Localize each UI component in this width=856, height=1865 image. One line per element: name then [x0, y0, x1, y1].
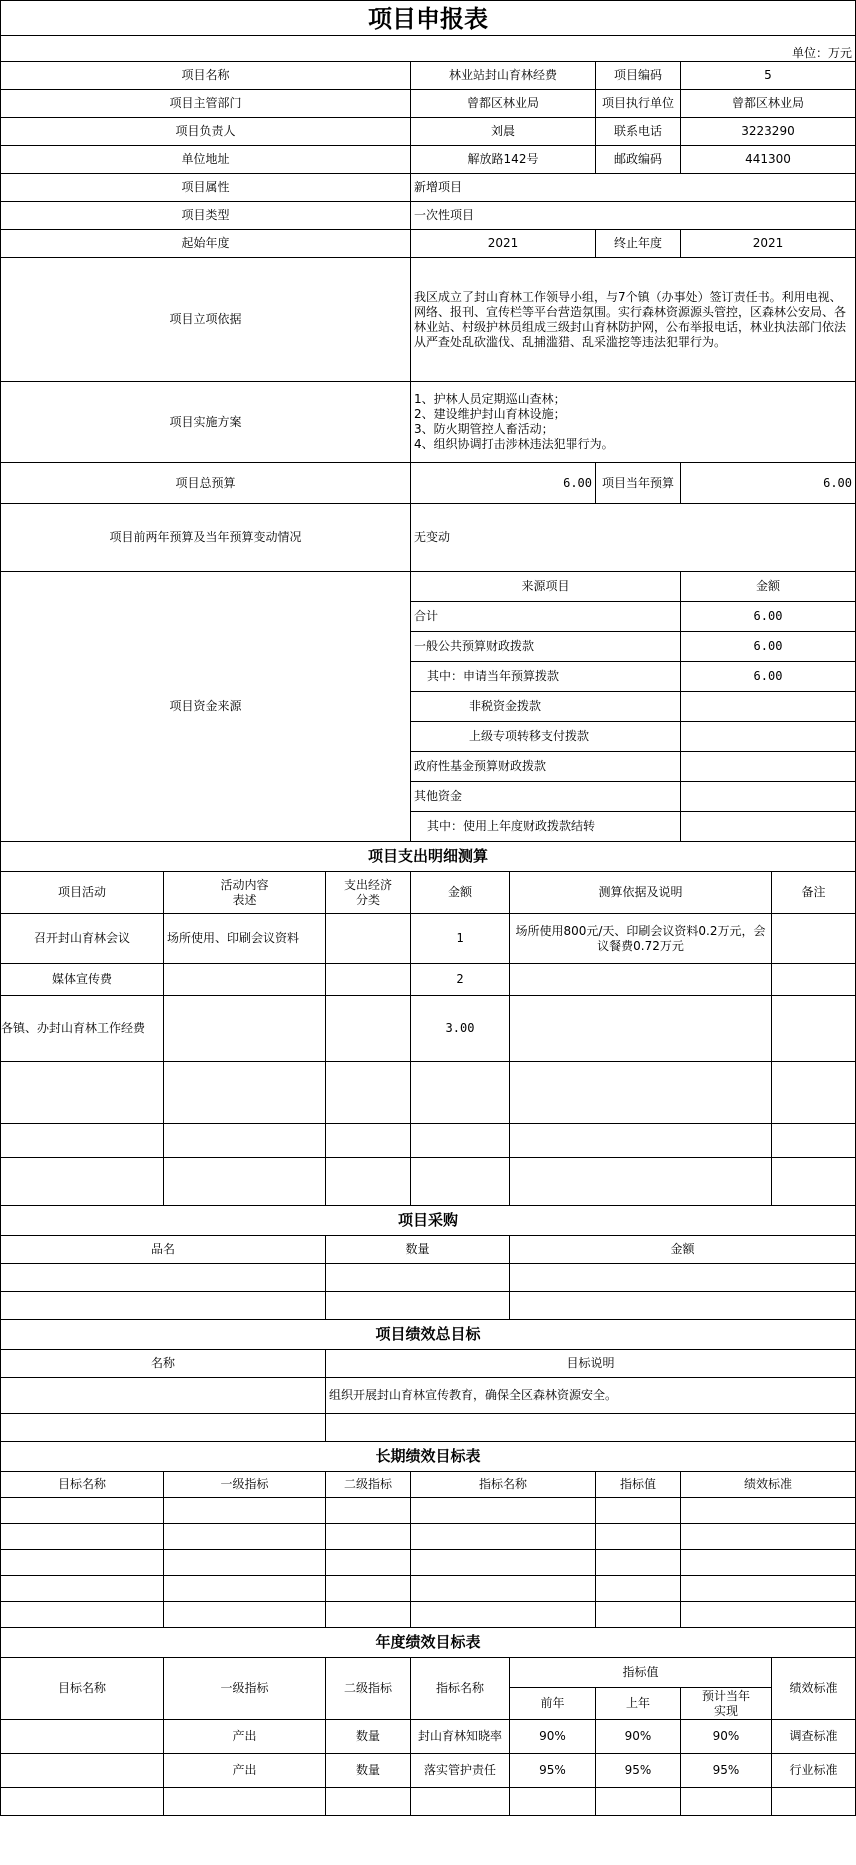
unit-label: 单位：万元 — [1, 36, 856, 62]
label-exec-unit: 项目执行单位 — [596, 90, 681, 118]
annual-header-standard: 绩效标准 — [772, 1658, 856, 1720]
annual-standard: 行业标准 — [772, 1754, 856, 1788]
funding-row-name: 合计 — [411, 602, 681, 632]
label-address: 单位地址 — [1, 146, 411, 174]
expense-section-title: 项目支出明细测算 — [1, 842, 856, 872]
expense-basis — [510, 964, 772, 996]
label-type: 项目类型 — [1, 202, 411, 230]
label-project-name: 项目名称 — [1, 62, 411, 90]
value-attr: 新增项目 — [411, 174, 856, 202]
value-start-year: 2021 — [411, 230, 596, 258]
expense-activity: 媒体宣传费 — [1, 964, 164, 996]
value-basis: 我区成立了封山育林工作领导小组，与7个镇（办事处）签订责任书。利用电视、网络、报刊、宣传栏等平台营造氛围。实行森林资源源头管控，区森林公安局、各林业站、村级护林员组成三级封山育林防护网，公布举报电话，林业执法部门依法从严查处乱砍滥伐、乱捕滥猎、乱采滥挖等违法犯罪行为。 — [411, 258, 856, 382]
label-dept: 项目主管部门 — [1, 90, 411, 118]
purchase-header-name: 品名 — [1, 1236, 326, 1264]
label-end-year: 终止年度 — [596, 230, 681, 258]
funding-row-amount — [681, 782, 856, 812]
label-current-budget: 项目当年预算 — [596, 463, 681, 504]
annual-standard: 调查标准 — [772, 1720, 856, 1754]
long-header-l1: 一级指标 — [164, 1472, 326, 1498]
value-dept: 曾都区林业局 — [411, 90, 596, 118]
annual-name — [1, 1754, 164, 1788]
annual-l1: 产出 — [164, 1754, 326, 1788]
goal-section-title: 项目绩效总目标 — [1, 1320, 856, 1350]
label-total-budget: 项目总预算 — [1, 463, 411, 504]
funding-row-amount — [681, 752, 856, 782]
annual-indicator: 落实管护责任 — [411, 1754, 510, 1788]
purchase-header-qty: 数量 — [326, 1236, 510, 1264]
label-basis: 项目立项依据 — [1, 258, 411, 382]
annual-row — [1, 1788, 856, 1816]
purchase-row — [1, 1292, 856, 1320]
expense-amount: 2 — [411, 964, 510, 996]
funding-row-amount: 6.00 — [681, 602, 856, 632]
goal-header-name: 名称 — [1, 1350, 326, 1378]
annual-header-name: 目标名称 — [1, 1658, 164, 1720]
expense-content: 场所使用、印刷会议资料 — [164, 914, 326, 964]
value-current-budget: 6.00 — [681, 463, 856, 504]
annual-header-prev: 前年 — [510, 1688, 596, 1720]
expense-activity: 各镇、办封山育林工作经费 — [1, 996, 164, 1062]
goal-desc: 组织开展封山育林宣传教育，确保全区森林资源安全。 — [326, 1378, 856, 1414]
long-header-standard: 绩效标准 — [681, 1472, 856, 1498]
value-address: 解放路142号 — [411, 146, 596, 174]
annual-header-indicator: 指标名称 — [411, 1658, 510, 1720]
funding-row-name: 其中：申请当年预算拨款 — [411, 662, 681, 692]
expense-header-content: 活动内容 表述 — [164, 872, 326, 914]
annual-last: 90% — [596, 1720, 681, 1754]
long-term-section-title: 长期绩效目标表 — [1, 1442, 856, 1472]
purchase-section-title: 项目采购 — [1, 1206, 856, 1236]
label-budget-change: 项目前两年预算及当年预算变动情况 — [1, 504, 411, 572]
long-header-indicator: 指标名称 — [411, 1472, 596, 1498]
funding-row-amount — [681, 722, 856, 752]
expense-header-note: 备注 — [772, 872, 856, 914]
value-owner: 刘晨 — [411, 118, 596, 146]
annual-l2: 数量 — [326, 1754, 411, 1788]
annual-last: 95% — [596, 1754, 681, 1788]
funding-row-name: 上级专项转移支付拨款 — [411, 722, 681, 752]
label-funding-source: 项目资金来源 — [1, 572, 411, 842]
annual-row — [1, 1720, 856, 1754]
funding-header-amount: 金额 — [681, 572, 856, 602]
expense-class — [326, 964, 411, 996]
long-header-value: 指标值 — [596, 1472, 681, 1498]
expense-row — [1, 1158, 856, 1206]
expense-amount: 3.00 — [411, 996, 510, 1062]
annual-indicator: 封山育林知晓率 — [411, 1720, 510, 1754]
funding-header-source: 来源项目 — [411, 572, 681, 602]
expense-header-amount: 金额 — [411, 872, 510, 914]
expense-row — [1, 914, 856, 964]
annual-section-title: 年度绩效目标表 — [1, 1628, 856, 1658]
value-end-year: 2021 — [681, 230, 856, 258]
funding-row-name: 政府性基金预算财政拨款 — [411, 752, 681, 782]
label-phone: 联系电话 — [596, 118, 681, 146]
expense-content — [164, 996, 326, 1062]
annual-header-expect: 预计当年 实现 — [681, 1688, 772, 1720]
annual-name — [1, 1720, 164, 1754]
label-zip: 邮政编码 — [596, 146, 681, 174]
funding-row-name: 非税资金拨款 — [411, 692, 681, 722]
funding-row-name: 其他资金 — [411, 782, 681, 812]
annual-row — [1, 1754, 856, 1788]
annual-header-l2: 二级指标 — [326, 1658, 411, 1720]
expense-note — [772, 964, 856, 996]
value-exec-unit: 曾都区林业局 — [681, 90, 856, 118]
expense-header-class: 支出经济 分类 — [326, 872, 411, 914]
annual-header-value: 指标值 — [510, 1658, 772, 1688]
expense-note — [772, 914, 856, 964]
expense-class — [326, 914, 411, 964]
label-attr: 项目属性 — [1, 174, 411, 202]
label-project-code: 项目编码 — [596, 62, 681, 90]
label-start-year: 起始年度 — [1, 230, 411, 258]
value-budget-change: 无变动 — [411, 504, 856, 572]
funding-row-amount: 6.00 — [681, 662, 856, 692]
annual-header-l1: 一级指标 — [164, 1658, 326, 1720]
funding-row-amount: 6.00 — [681, 632, 856, 662]
page-title: 项目申报表 — [1, 1, 856, 36]
long-row — [1, 1524, 856, 1550]
annual-header-last: 上年 — [596, 1688, 681, 1720]
funding-row-amount — [681, 812, 856, 842]
annual-expect: 95% — [681, 1754, 772, 1788]
goal-header-desc: 目标说明 — [326, 1350, 856, 1378]
expense-header-activity: 项目活动 — [1, 872, 164, 914]
expense-note — [772, 996, 856, 1062]
long-header-l2: 二级指标 — [326, 1472, 411, 1498]
long-row — [1, 1550, 856, 1576]
purchase-header-amount: 金额 — [510, 1236, 856, 1264]
purchase-row — [1, 1264, 856, 1292]
expense-row — [1, 996, 856, 1062]
expense-amount: 1 — [411, 914, 510, 964]
expense-class — [326, 996, 411, 1062]
expense-row — [1, 1062, 856, 1124]
expense-basis: 场所使用800元/天、印刷会议资料0.2万元，会议餐费0.72万元 — [510, 914, 772, 964]
long-row — [1, 1602, 856, 1628]
label-plan: 项目实施方案 — [1, 382, 411, 463]
annual-expect: 90% — [681, 1720, 772, 1754]
expense-row — [1, 1124, 856, 1158]
annual-prev: 95% — [510, 1754, 596, 1788]
value-project-code: 5 — [681, 62, 856, 90]
expense-activity: 召开封山育林会议 — [1, 914, 164, 964]
long-row — [1, 1498, 856, 1524]
expense-row — [1, 964, 856, 996]
label-owner: 项目负责人 — [1, 118, 411, 146]
funding-row-name: 一般公共预算财政拨款 — [411, 632, 681, 662]
expense-header-basis: 测算依据及说明 — [510, 872, 772, 914]
value-type: 一次性项目 — [411, 202, 856, 230]
funding-row-amount — [681, 692, 856, 722]
goal-name — [1, 1378, 326, 1414]
value-phone: 3223290 — [681, 118, 856, 146]
value-project-name: 林业站封山育林经费 — [411, 62, 596, 90]
long-header-name: 目标名称 — [1, 1472, 164, 1498]
value-zip: 441300 — [681, 146, 856, 174]
expense-content — [164, 964, 326, 996]
funding-row-name: 其中：使用上年度财政拨款结转 — [411, 812, 681, 842]
annual-l2: 数量 — [326, 1720, 411, 1754]
expense-basis — [510, 996, 772, 1062]
value-total-budget: 6.00 — [411, 463, 596, 504]
long-row — [1, 1576, 856, 1602]
value-plan: 1、护林人员定期巡山查林； 2、建设维护封山育林设施； 3、防火期管控人畜活动； 4、组织协调打击涉林违法犯罪行为。 — [411, 382, 856, 463]
annual-l1: 产出 — [164, 1720, 326, 1754]
annual-prev: 90% — [510, 1720, 596, 1754]
